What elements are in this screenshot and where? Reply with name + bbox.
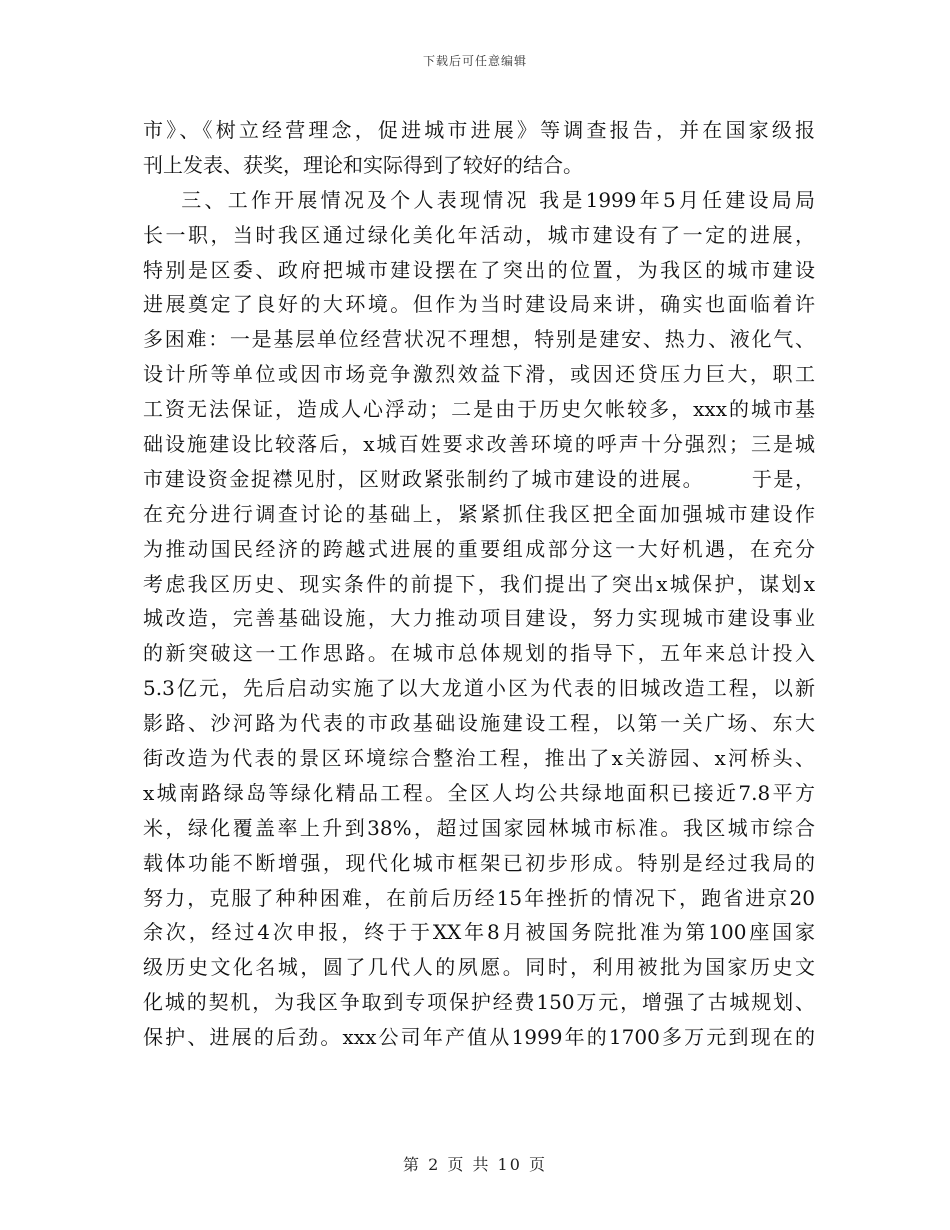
text-line: 米，绿化覆盖率上升到38%，超过国家园林城市标准。我区城市综合 [143, 815, 815, 840]
text-line: 础设施建设比较落后，x城百姓要求改善环境的呼声十分强烈；三是城 [143, 432, 815, 457]
text-line: 刊上发表、获奖，理论和实际得到了较好的结合。 [143, 152, 583, 177]
text-line: 载体功能不断增强，现代化城市框架已初步形成。特别是经过我局的 [143, 850, 815, 875]
text-line: 级历史文化名城，圆了几代人的夙愿。同时，利用被批为国家历史文 [143, 955, 815, 980]
text-line: 考虑我区历史、现实条件的前提下，我们提出了突出x城保护，谋划x [143, 571, 815, 596]
text-line: 特别是区委、政府把城市建设摆在了突出的位置，为我区的城市建设 [143, 257, 815, 282]
text-line: 市建设资金捉襟见肘，区财政紧张制约了城市建设的进展。 于是， [143, 466, 815, 491]
page-number-footer: 第 2 页 共 10 页 [403, 1155, 547, 1174]
text-line: 设计所等单位或因市场竞争激烈效益下滑，或因还贷压力巨大，职工 [143, 362, 815, 387]
text-line: 长一职，当时我区通过绿化美化年活动，城市建设有了一定的进展， [143, 222, 815, 247]
text-line: 为推动国民经济的跨越式进展的重要组成部分这一大好机遇，在充分 [143, 536, 815, 561]
text-line: 5.3亿元，先后启动实施了以大龙道小区为代表的旧城改造工程，以新 [143, 676, 815, 701]
text-line: 余次，经过4次申报，终于于XX年8月被国务院批准为第100座国家 [143, 920, 815, 945]
text-line: 市》、《树立经营理念，促进城市进展》等调查报告，并在国家级报 [143, 118, 815, 142]
text-line: 多困难：一是基层单位经营状况不理想，特别是建安、热力、液化气、 [143, 327, 815, 352]
text-line: 在充分进行调查讨论的基础上，紧紧抓住我区把全面加强城市建设作 [143, 501, 815, 526]
text-line: 影路、沙河路为代表的市政基础设施建设工程，以第一关广场、东大 [143, 711, 815, 736]
text-line: 努力，克服了种种困难，在前后历经15年挫折的情况下，跑省进京20 [143, 885, 815, 910]
text-line: 街改造为代表的景区环境综合整治工程，推出了x关游园、x河桥头、 [143, 746, 815, 771]
text-line: 工资无法保证，造成人心浮动；二是由于历史欠帐较多，xxx的城市基 [143, 397, 815, 422]
text-line: 城改造，完善基础设施，大力推动项目建设，努力实现城市建设事业 [143, 606, 815, 631]
text-line: x城南路绿岛等绿化精品工程。全区人均公共绿地面积已接近7.8平方 [143, 780, 815, 805]
text-line: 进展奠定了良好的大环境。但作为当时建设局来讲，确实也面临着许 [143, 292, 815, 317]
document-body [143, 113, 815, 1055]
text-line: 化城的契机，为我区争取到专项保护经费150万元，增强了古城规划、 [143, 990, 815, 1015]
text-line: 保护、进展的后劲。xxx公司年产值从1999年的1700多万元到现在的 [143, 1025, 815, 1050]
text-line: 三、工作开展情况及个人表现情况 我是1999年5月任建设局局 [143, 187, 815, 212]
page-header: 下载后可任意编辑 [422, 54, 527, 68]
text-line: 的新突破这一工作思路。在城市总体规划的指导下，五年来总计投入 [143, 641, 815, 666]
